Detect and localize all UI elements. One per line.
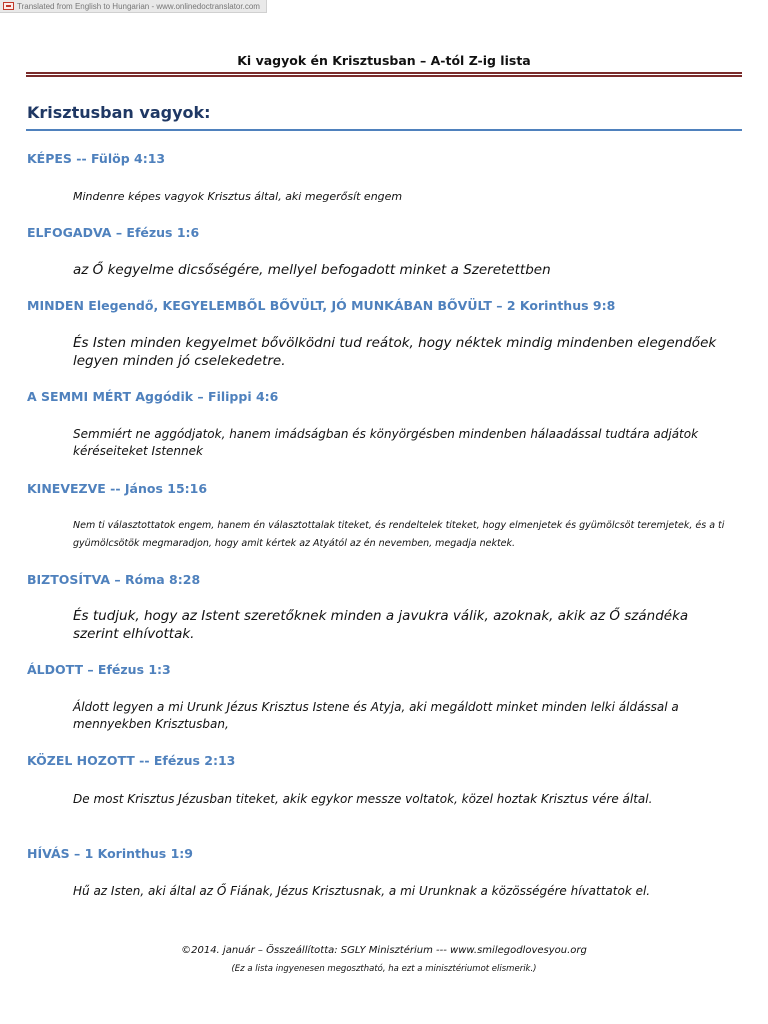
entry-verse: az Ő kegyelme dicsőségére, mellyel befogadott minket a Szeretettben <box>73 262 551 278</box>
entry-heading: KÖZEL HOZOTT -- Efézus 2:13 <box>27 753 236 768</box>
entry-heading: ÁLDOTT – Efézus 1:3 <box>27 662 171 677</box>
footer-note: (Ez a lista ingyenesen megosztható, ha ezt a minisztériumot elismerik.) <box>231 964 537 974</box>
footer-credit: ©2014. január – Összeállította: SGLY Minisztérium --- www.smilegodlovesyou.org <box>181 945 587 956</box>
entry-heading: MINDEN Elegendő, KEGYELEMBŐL BŐVÜLT, JÓ MUNKÁBAN BŐVÜLT – 2 Korinthus 9:8 <box>27 298 616 313</box>
entry-verse: Nem ti választottatok engem, hanem én választottalak titeket, és rendeltelek titeket, hogy elmenjetek és gyümölcsöt teremjetek, és a ti gyümölcsötök megmaradjon, hogy amit kértek az Atyától az én nevemben, megadja nektek. <box>73 520 725 549</box>
translator-banner[interactable] <box>0 0 267 13</box>
entry-heading: ELFOGADVA – Efézus 1:6 <box>27 225 200 240</box>
entry-heading: A SEMMI MÉRT Aggódik – Filippi 4:6 <box>27 389 279 404</box>
entry-heading: BIZTOSÍTVA – Róma 8:28 <box>27 572 201 587</box>
document-icon <box>3 2 14 10</box>
section-heading: Krisztusban vagyok: <box>27 103 211 122</box>
entry-verse: És Isten minden kegyelmet bővölködni tud reátok, hogy néktek mindig mindenben elegendőek legyen minden jó cselekedetre. <box>73 335 717 369</box>
entry-verse: De most Krisztus Jézusban titeket, akik egykor messze voltatok, közel hoztak Krisztus vére által. <box>73 792 653 806</box>
entry-verse: Semmiért ne aggódjatok, hanem imádságban és könyörgésben mindenben hálaadással tudtára adjátok kéréseiteket Istennek <box>73 427 699 458</box>
section-divider <box>26 129 742 131</box>
entry-heading: KÉPES -- Fülöp 4:13 <box>27 151 166 166</box>
entry-heading: HÍVÁS – 1 Korinthus 1:9 <box>27 846 193 861</box>
title-divider <box>26 72 742 77</box>
document-title: Ki vagyok én Krisztusban – A-tól Z-ig lista <box>237 53 531 68</box>
entry-verse: És tudjuk, hogy az Istent szeretőknek minden a javukra válik, azoknak, akik az Ő szándéka szerint elhívottak. <box>73 608 689 642</box>
entry-verse: Hű az Isten, aki által az Ő Fiának, Jézus Krisztusnak, a mi Urunknak a közösségére hívattatok el. <box>73 884 651 898</box>
entry-verse: Mindenre képes vagyok Krisztus által, aki megerősít engem <box>73 190 403 203</box>
entry-heading: KINEVEZVE -- János 15:16 <box>27 481 208 496</box>
entry-verse: Áldott legyen a mi Urunk Jézus Krisztus Istene és Atyja, aki megáldott minket minden lelki áldással a mennyekben Krisztusban, <box>73 700 679 731</box>
translator-banner-text[interactable]: Translated from English to Hungarian - www.onlinedoctranslator.com <box>17 1 260 11</box>
